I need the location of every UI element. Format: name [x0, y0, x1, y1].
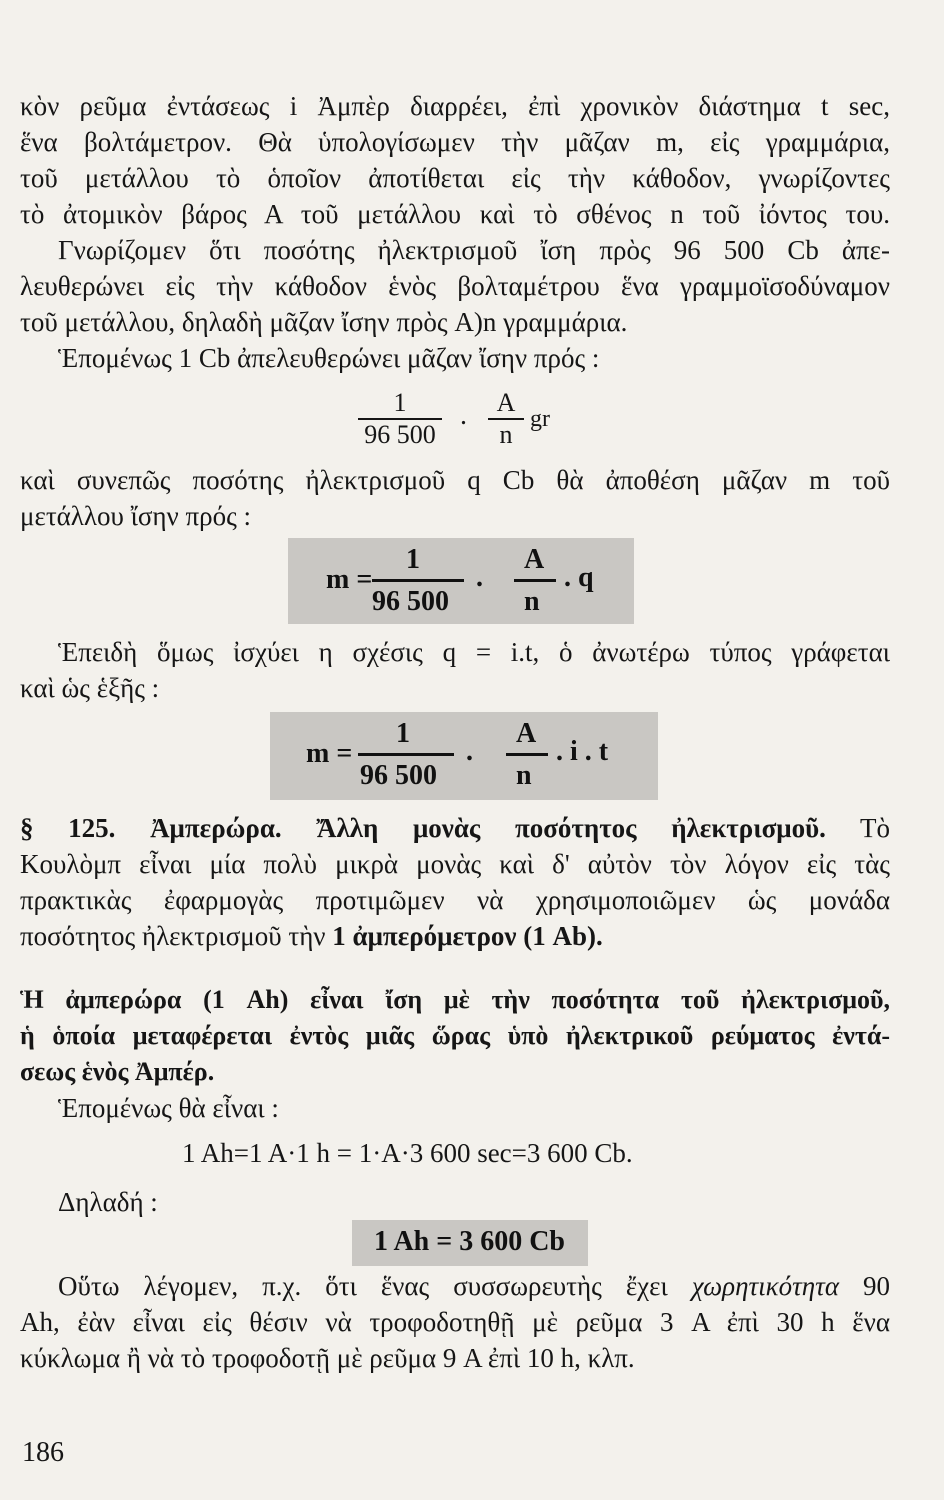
equation-ah-coulomb: 1 Ah=1 A·1 h = 1·A·3 600 sec=3 600 Cb. [182, 1138, 633, 1168]
denominator: n [516, 760, 532, 791]
formula-mass-charge-box [288, 538, 634, 624]
fraction-one-over-96500 [358, 388, 442, 450]
formula-tail: . i . t [556, 736, 609, 767]
fraction-a-over-n [488, 388, 524, 450]
numerator: 1 [406, 544, 420, 575]
unit-gram: gr [530, 406, 550, 432]
text-line: Ἑπειδὴ ὅμως ἰσχύει η σχέσις q = i.t, ὁ ἀνωτέρω τύπος γράφεται [58, 637, 890, 667]
text-line: Γνωρίζομεν ὅτι ποσότης ἠλεκτρισμοῦ ἴση πρὸς 96 500 Cb ἀπε- [58, 235, 890, 265]
text-span: Οὕτω λέγομεν, π.χ. ὅτι ἕνας συσσωρευτὴς ἔχει [58, 1271, 668, 1301]
multiply-dot: . [476, 562, 483, 593]
formula-block [20, 534, 890, 634]
multiply-dot: . [466, 736, 473, 767]
text-line: τοῦ μετάλλου τὸ ὁποῖον ἀποτίθεται εἰς τὴν κάθοδον, γνωρίζοντες [20, 163, 890, 193]
formula-lhs: m = [326, 564, 373, 595]
text-line: Ἑπομένως 1 Cb ἀπελευθερώνει μᾶζαν ἴσην πρός : [58, 343, 600, 373]
page-body [20, 88, 890, 1376]
numerator: A [496, 388, 516, 417]
section-number: § 125. [20, 813, 116, 843]
section-text: Τὸ [860, 813, 890, 843]
text-line: ἕνα βολτάμετρον. Θὰ ὑπολογίσωμεν τὴν μᾶζαν m, εἰς γραμμάρια, [20, 127, 890, 157]
formula-block [20, 706, 890, 810]
text-line: πρακτικὰς ἐφαρμογὰς προτιμῶμεν νὰ χρησιμοποιῶμεν ὡς μονάδα [20, 885, 890, 915]
denominator: 96 500 [358, 418, 442, 450]
fraction-bar [514, 579, 556, 582]
text-line [20, 918, 890, 954]
text-line: κύκλωμα ἢ νὰ τὸ τροφοδοτῇ μὲ ρεῦμα 9 A ἐπὶ 10 h, κλπ. [20, 1343, 635, 1373]
text-line [20, 1268, 890, 1304]
italic-term: χωρητικότητα [691, 1271, 840, 1301]
denominator: 96 500 [372, 586, 449, 617]
text-line: Δηλαδή : [58, 1187, 158, 1217]
formula-mass-current-box [270, 712, 658, 800]
equation-block [20, 1126, 890, 1184]
text-span: 90 [863, 1271, 890, 1301]
text-line: καὶ συνεπῶς ποσότης ἠλεκτρισμοῦ q Cb θὰ ἀποθέση μᾶζαν m τοῦ [20, 465, 890, 495]
section-title: Ἀμπερώρα. Ἄλλη μονὰς ποσότητος ἠλεκτρισμοῦ. [150, 813, 826, 843]
text-line: Ah, ἐὰν εἶναι εἰς θέσιν νὰ τροφοδοτηθῇ μὲ ρεῦμα 3 A ἐπὶ 30 h ἕνα [20, 1307, 890, 1337]
denominator: 96 500 [360, 760, 437, 791]
formula-lhs: m = [306, 738, 353, 769]
definition-line: σεως ἑνὸς Ἀμπέρ. [20, 1057, 215, 1086]
multiply-dot: . [460, 400, 467, 431]
text-line: Ἑπομένως θὰ εἶναι : [58, 1093, 279, 1123]
text-line: τοῦ μετάλλου, δηλαδὴ μᾶζαν ἴσην πρὸς A)n γραμμάρια. [20, 307, 628, 337]
text-line: καὶ ὡς ἑξῆς : [20, 673, 160, 703]
fraction-bar [358, 753, 454, 756]
definition-line: ἡ ὁποία μεταφέρεται ἐντὸς μιᾶς ὥρας ὑπὸ ἠλεκτρικοῦ ρεύματος ἐντά- [20, 1021, 890, 1050]
formula-mass-per-coulomb [20, 380, 890, 460]
text-line: μετάλλου ἴσην πρός : [20, 501, 252, 531]
page-number: 186 [22, 1437, 64, 1468]
boxed-result-block [20, 1220, 890, 1268]
formula-tail: . q [564, 562, 594, 593]
section-heading-line [20, 810, 890, 846]
unit-definition-bold: 1 ἀμπερόμετρον (1 Ab). [332, 921, 603, 951]
fraction-bar [372, 579, 464, 582]
numerator: A [516, 718, 537, 749]
definition-line: Ἡ ἀμπερώρα (1 Ah) εἶναι ἴση μὲ τὴν ποσότητα τοῦ ἠλεκτρισμοῦ, [20, 985, 890, 1014]
denominator: n [524, 586, 540, 617]
fraction-bar [506, 753, 548, 756]
boxed-result [352, 1220, 588, 1266]
numerator: 1 [396, 718, 410, 749]
section-text: ποσότητος ἠλεκτρισμοῦ τὴν [20, 921, 326, 951]
result-text: 1 Ah = 3 600 Cb [374, 1226, 565, 1257]
text-line: τὸ ἀτομικὸν βάρος Α τοῦ μετάλλου καὶ τὸ σθένος n τοῦ ἰόντος του. [20, 199, 890, 229]
text-line: λευθερώνει εἰς τὴν κάθοδον ἑνὸς βολταμέτρου ἕνα γραμμοϊσοδύναμον [20, 271, 890, 301]
text-line: κὸν ρεῦμα ἐντάσεως i Ἀμπὲρ διαρρέει, ἐπὶ χρονικὸν διάστημα t sec, [20, 91, 890, 121]
numerator: 1 [393, 388, 407, 417]
text-line: Κουλὸμπ εἶναι μία πολὺ μικρὰ μονὰς καὶ δ' αὐτὸν τὸν λόγον εἰς τὰς [20, 849, 890, 879]
denominator: n [488, 418, 524, 450]
numerator: A [524, 544, 545, 575]
